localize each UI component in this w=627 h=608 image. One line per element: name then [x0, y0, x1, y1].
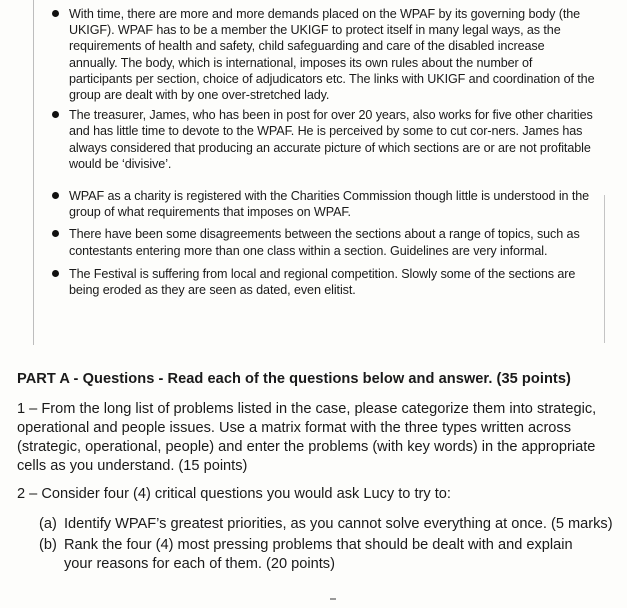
bullet-dot-icon [52, 230, 59, 237]
bullet-dot-icon [52, 10, 59, 17]
sub-question-text: Identify WPAF’s greatest priorities, as you cannot solve everything at once. (5 marks) [64, 516, 613, 532]
sub-question-marker: (b) [39, 537, 57, 553]
case-bullet-item [50, 226, 595, 258]
bullet-text: The treasurer, James, who has been in post for over 20 years, also works for five other charities and has little time to devote to the WPAF. He is perceived by some to cut cor-ners. James has always considered that producing an accurate picture of which sections are or are not profitable would be ‘divisive’. [69, 108, 593, 171]
case-bullet-item [50, 6, 595, 103]
bullet-text: There have been some disagreements between the sections about a range of topics, such as contestants entering more than one class within a section. Guidelines are very informal. [69, 227, 580, 258]
question-2-part-b [17, 536, 617, 574]
case-bullet-list [50, 6, 595, 298]
sub-question-text: Rank the four (4) most pressing problems that should be dealt with and explain your reasons for each of them. (20 points) [64, 537, 573, 572]
scan-mark [330, 598, 336, 600]
bullet-text: With time, there are more and more demands placed on the WPAF by its governing body (the UKIGF). WPAF has to be a member the UKIGF to protect itself in many legal ways, as the requirements of health and safety, child safeguarding and care of the disabled increase annually. The body, which is international, imposes its own rules about the number of participants per section, choice of adjudicators etc. The links with UKIGF and coordination of the group are dealt with by one over-stretched lady. [69, 7, 595, 103]
bullet-text: WPAF as a charity is registered with the Charities Commission though little is understood in the group of what requirements that imposes on WPAF. [69, 189, 590, 220]
bullet-text: The Festival is suffering from local and regional competition. Slowly some of the sections are being eroded as they are seen as dated, even elitist. [69, 266, 576, 298]
question-2: 2 – Consider four (4) critical questions you would ask Lucy to try to: [17, 486, 451, 502]
case-bullet-item [50, 188, 595, 220]
case-bullet-item [50, 107, 595, 172]
sub-question-marker: (a) [39, 516, 57, 532]
bullet-dot-icon [52, 192, 59, 199]
scan-margin-line-left [33, 0, 34, 345]
bullet-dot-icon [52, 111, 59, 118]
question-2-part-a [17, 515, 617, 534]
bullet-dot-icon [52, 270, 59, 277]
part-a-heading: PART A - Questions - Read each of the questions below and answer. (35 points) [17, 371, 571, 387]
case-bullet-item [50, 266, 595, 298]
part-a-section [17, 370, 617, 574]
question-1: 1 – From the long list of problems listed in the case, please categorize them into strategic, operational and people issues. Use a matrix format with the three types written across (strategic, operational, people) and enter the problems (with key words) in the appropriate cells as you understand. (15 points) [17, 401, 597, 474]
scan-margin-line-right [604, 195, 605, 343]
